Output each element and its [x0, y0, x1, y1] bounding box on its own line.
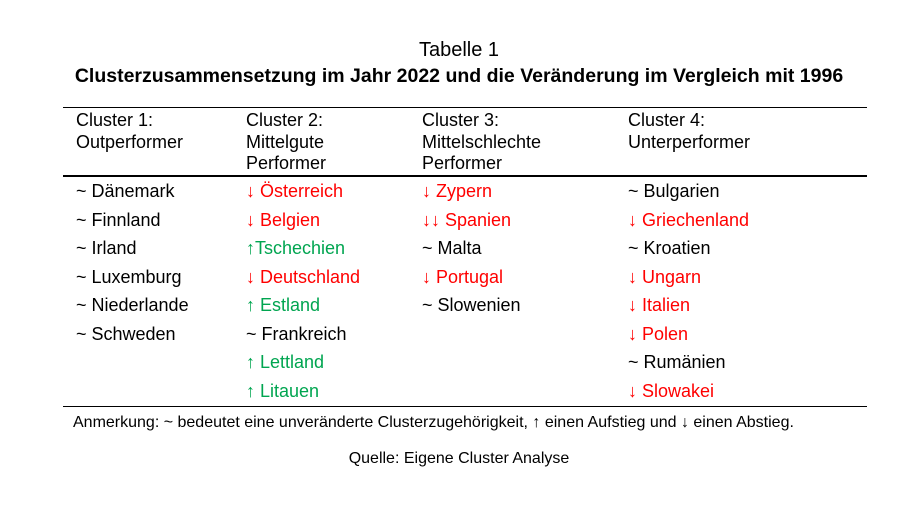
table-header-rule	[63, 175, 867, 177]
country-cell: ↑Tschechien	[246, 238, 346, 258]
page-subtitle: Clusterzusammensetzung im Jahr 2022 und die Veränderung im Vergleich mit 1996	[74, 65, 844, 87]
country-cell: ↓ Belgien	[246, 209, 321, 230]
country-cell: ↓ Österreich	[246, 181, 344, 201]
country-cell: ~ Malta	[422, 238, 482, 258]
column-header: Cluster 1: Outperformer	[76, 110, 184, 152]
country-cell: ↓ Griechenland	[628, 209, 750, 230]
source-line: Quelle: Eigene Cluster Analyse	[348, 450, 570, 467]
country-cell: ~ Bulgarien	[628, 181, 720, 201]
country-cell: ~ Kroatien	[628, 238, 711, 258]
country-cell: ~ Niederlande	[76, 295, 189, 315]
country-cell: ↓ Slowakei	[628, 380, 715, 401]
table-note: Anmerkung: ~ bedeutet eine unveränderte Clusterzugehörigkeit, ↑ einen Aufstieg und ↓ einen Abstieg.	[73, 414, 794, 431]
column-header: Cluster 4: Unterperformer	[628, 110, 751, 152]
column-header: Cluster 3: Mittelschlechte Performer	[422, 110, 542, 173]
page-title: Tabelle 1	[418, 39, 500, 61]
country-cell: ↑ Litauen	[246, 380, 320, 401]
country-cell: ↓ Deutschland	[246, 266, 361, 287]
country-cell: ↓ Zypern	[422, 181, 493, 201]
column-header: Cluster 2: Mittelgute Performer	[246, 110, 327, 173]
country-cell: ~ Slowenien	[422, 295, 521, 315]
country-cell: ~ Rumänien	[628, 352, 726, 372]
country-cell: ~ Luxemburg	[76, 266, 182, 287]
country-cell: ~ Dänemark	[76, 181, 175, 201]
country-cell: ~ Schweden	[76, 323, 176, 344]
country-cell: ↓ Italien	[628, 295, 691, 315]
table-bottom-rule	[63, 406, 867, 407]
country-cell: ↓ Polen	[628, 323, 689, 344]
country-cell: ~ Irland	[76, 238, 137, 258]
table-top-rule	[63, 107, 867, 108]
country-cell: ~ Finnland	[76, 209, 161, 230]
country-cell: ↓ Portugal	[422, 266, 504, 287]
country-cell: ↑ Estland	[246, 295, 321, 315]
country-cell: ↓ Ungarn	[628, 266, 702, 287]
country-cell: ~ Frankreich	[246, 323, 347, 344]
country-cell: ↓↓ Spanien	[422, 209, 512, 230]
country-cell: ↑ Lettland	[246, 352, 325, 372]
